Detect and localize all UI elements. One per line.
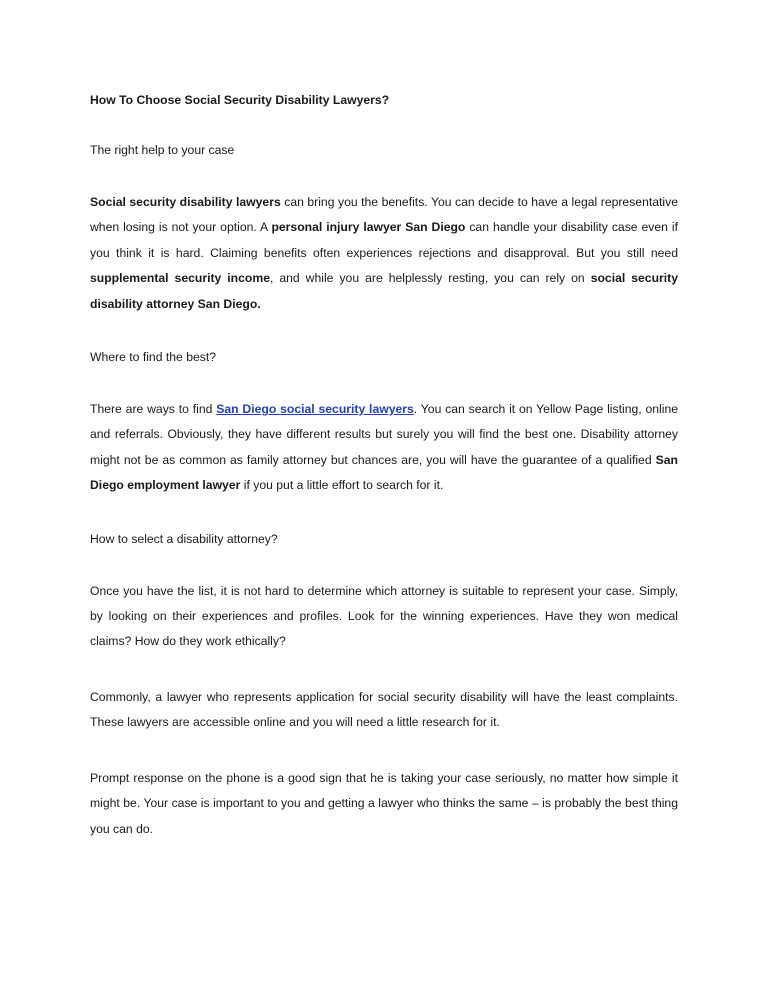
paragraph-text: , and while you are helplessly resting, you can rely on bbox=[269, 271, 591, 286]
paragraph-determine-attorney: Once you have the list, it is not hard to determine which attorney is suitable to represent your case. Simply, by looking on their experiences and profiles. Look for the winning experiences. Have they won medical claims? How do they work ethically? bbox=[90, 583, 678, 649]
paragraph-least-complaints: Commonly, a lawyer who represents application for social security disability will have the least complaints. These lawyers are accessible online and you will need a little research for it. bbox=[90, 689, 678, 730]
paragraph-text: There are ways to find bbox=[90, 402, 217, 417]
section-heading-right-help: The right help to your case bbox=[90, 143, 235, 157]
document-title: How To Choose Social Security Disability Lawyers? bbox=[90, 93, 390, 107]
paragraph-text: if you put a little effort to search for it. bbox=[240, 478, 444, 493]
bold-term-employment-lawyer: San Diego employment lawyer bbox=[90, 452, 678, 493]
paragraph-text: can bring you the benefits. You can decide to have a legal representative when losing is not your option. A bbox=[90, 195, 678, 235]
paragraph-text: can handle your disability case even if you think it is hard. Claiming benefits often experiences rejections and disapproval. But you still need bbox=[90, 220, 678, 260]
bold-term-supplemental-income: supplemental security income bbox=[90, 271, 270, 286]
section-heading-find-best: Where to find the best? bbox=[90, 350, 217, 365]
paragraph-prompt-response: Prompt response on the phone is a good sign that he is taking your case seriously, no matter how simple it might be. Your case is important to you and getting a lawyer who thinks the same – is probably the best thing you can do. bbox=[90, 770, 678, 836]
bold-term-personal-injury-lawyer: personal injury lawyer San Diego bbox=[271, 220, 466, 235]
bold-term-ssd-lawyers: Social security disability lawyers bbox=[90, 195, 281, 209]
paragraph-benefits bbox=[90, 190, 678, 317]
bold-term-ssd-attorney: social security disability attorney San Diego. bbox=[90, 271, 678, 311]
san-diego-lawyers-link[interactable]: San Diego social security lawyers bbox=[216, 402, 414, 417]
section-heading-select-attorney: How to select a disability attorney? bbox=[90, 531, 278, 546]
document-page bbox=[90, 90, 678, 872]
paragraph-find-lawyers bbox=[90, 397, 678, 499]
paragraph-text: . You can search it on Yellow Page listing, online and referrals. Obviously, they have different results but surely you will find the best one. Disability attorney might not be as common as family attorney but chances are, you will have the guarantee of a qualified bbox=[90, 402, 678, 467]
